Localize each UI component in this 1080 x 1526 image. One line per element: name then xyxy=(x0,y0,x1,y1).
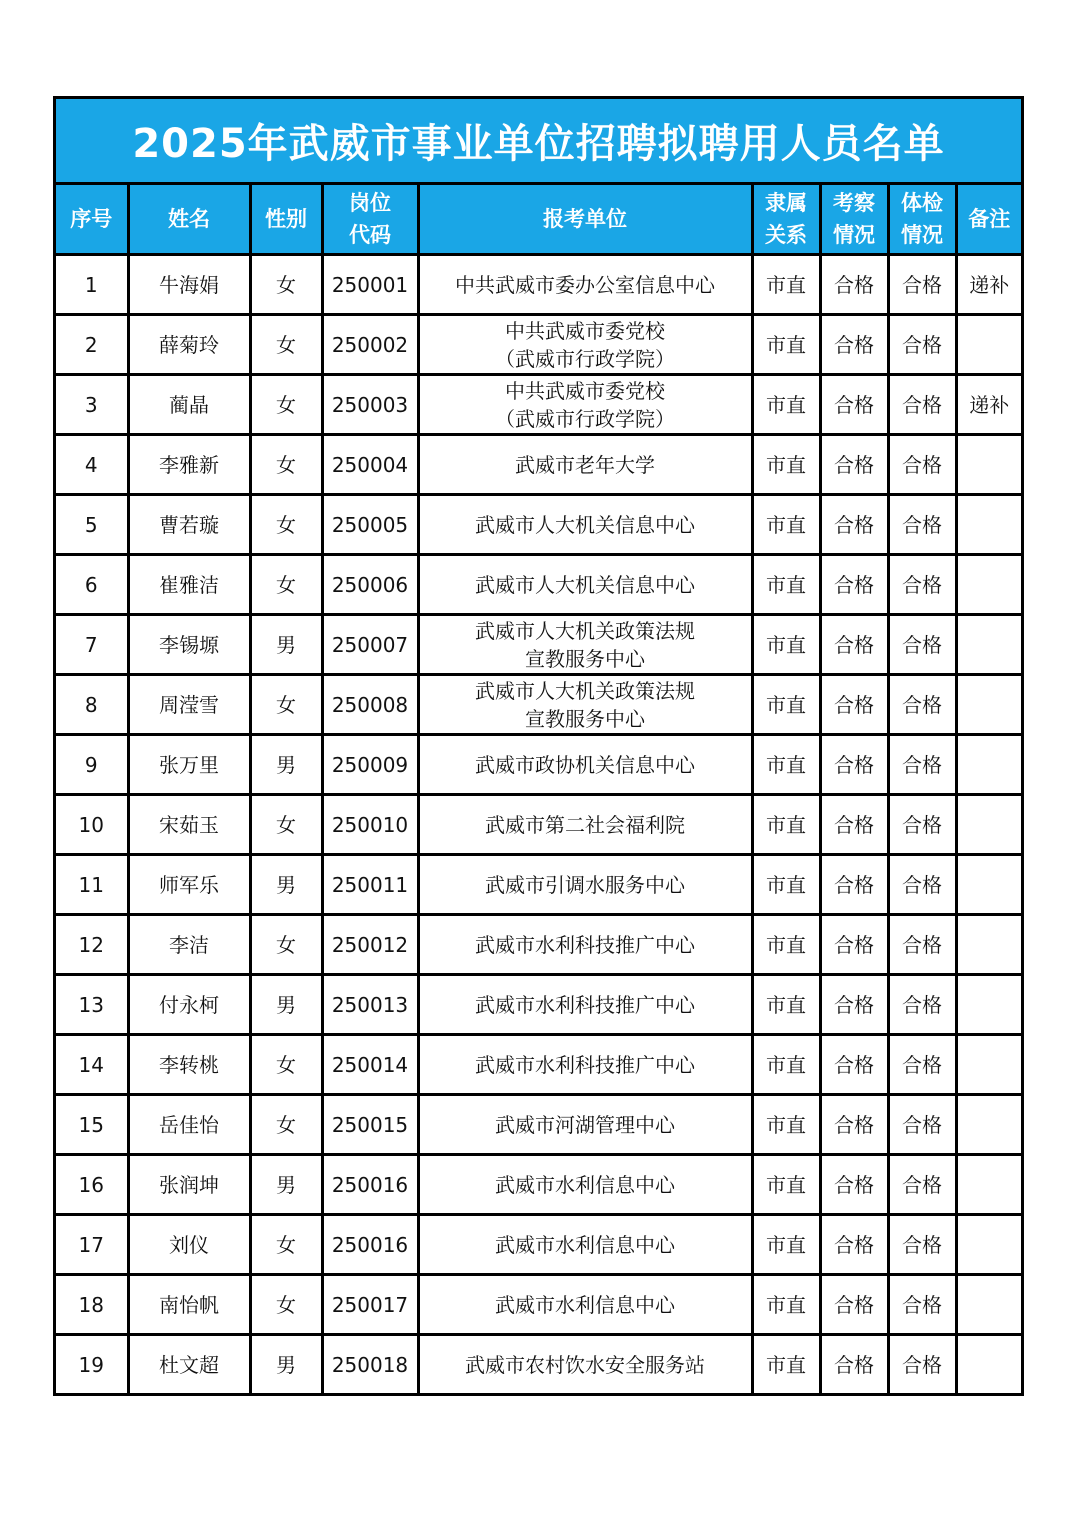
table-row xyxy=(56,555,1021,615)
cell-gender: 女 xyxy=(250,435,322,495)
cell-name: 李洁 xyxy=(128,915,250,975)
cell-affiliation: 市直 xyxy=(752,375,820,435)
cell-affiliation: 市直 xyxy=(752,1335,820,1394)
unit-line: 武威市水利科技推广中心 xyxy=(475,992,695,1017)
cell-name: 李转桃 xyxy=(128,1035,250,1095)
cell-remark xyxy=(956,1275,1021,1335)
table-row xyxy=(56,915,1021,975)
cell-unit xyxy=(418,255,752,315)
unit-line: 武威市政协机关信息中心 xyxy=(475,752,695,777)
cell-code: 250003 xyxy=(322,375,418,435)
cell-inspection: 合格 xyxy=(820,375,888,435)
cell-affiliation: 市直 xyxy=(752,1035,820,1095)
header-inspection-line-1: 考察 xyxy=(833,191,875,215)
unit-line: 武威市水利科技推广中心 xyxy=(475,1052,695,1077)
header-exam-line-2: 情况 xyxy=(901,223,943,247)
cell-unit xyxy=(418,1095,752,1155)
cell-name: 张润坤 xyxy=(128,1155,250,1215)
cell-remark xyxy=(956,555,1021,615)
cell-exam: 合格 xyxy=(888,735,956,795)
cell-exam: 合格 xyxy=(888,615,956,675)
unit-line: 武威市人大机关政策法规 xyxy=(475,678,695,703)
cell-inspection: 合格 xyxy=(820,1035,888,1095)
cell-inspection: 合格 xyxy=(820,735,888,795)
cell-gender: 女 xyxy=(250,375,322,435)
cell-name: 李雅新 xyxy=(128,435,250,495)
cell-no: 5 xyxy=(56,495,128,555)
cell-unit xyxy=(418,1035,752,1095)
cell-inspection: 合格 xyxy=(820,795,888,855)
cell-affiliation: 市直 xyxy=(752,795,820,855)
cell-no: 11 xyxy=(56,855,128,915)
unit-line: 武威市水利科技推广中心 xyxy=(475,932,695,957)
cell-affiliation: 市直 xyxy=(752,735,820,795)
cell-no: 15 xyxy=(56,1095,128,1155)
cell-affiliation: 市直 xyxy=(752,915,820,975)
table-row xyxy=(56,1095,1021,1155)
roster-body xyxy=(56,255,1021,1394)
cell-name: 崔雅洁 xyxy=(128,555,250,615)
table-row xyxy=(56,735,1021,795)
table-header-row xyxy=(56,185,1021,255)
unit-line: （武威市行政学院） xyxy=(495,406,675,431)
cell-gender: 男 xyxy=(250,615,322,675)
cell-unit xyxy=(418,1275,752,1335)
cell-name: 薛菊玲 xyxy=(128,315,250,375)
cell-unit xyxy=(418,555,752,615)
cell-unit xyxy=(418,1215,752,1275)
cell-gender: 男 xyxy=(250,1335,322,1394)
cell-unit xyxy=(418,495,752,555)
cell-unit xyxy=(418,855,752,915)
cell-no: 2 xyxy=(56,315,128,375)
cell-affiliation: 市直 xyxy=(752,1155,820,1215)
cell-no: 9 xyxy=(56,735,128,795)
cell-gender: 女 xyxy=(250,315,322,375)
table-row xyxy=(56,1215,1021,1275)
cell-code: 250011 xyxy=(322,855,418,915)
cell-no: 19 xyxy=(56,1335,128,1394)
unit-line: 武威市引调水服务中心 xyxy=(485,872,685,897)
cell-exam: 合格 xyxy=(888,855,956,915)
cell-affiliation: 市直 xyxy=(752,495,820,555)
cell-gender: 女 xyxy=(250,1035,322,1095)
cell-remark xyxy=(956,975,1021,1035)
cell-name: 周滢雪 xyxy=(128,675,250,735)
header-remark: 备注 xyxy=(956,185,1021,255)
cell-no: 4 xyxy=(56,435,128,495)
table-row xyxy=(56,1275,1021,1335)
cell-inspection: 合格 xyxy=(820,495,888,555)
cell-exam: 合格 xyxy=(888,1335,956,1394)
unit-line: 武威市水利信息中心 xyxy=(495,1292,675,1317)
cell-inspection: 合格 xyxy=(820,255,888,315)
cell-affiliation: 市直 xyxy=(752,855,820,915)
cell-code: 250008 xyxy=(322,675,418,735)
cell-remark xyxy=(956,735,1021,795)
roster-sheet xyxy=(53,96,1024,1396)
table-row xyxy=(56,975,1021,1035)
cell-exam: 合格 xyxy=(888,435,956,495)
cell-unit xyxy=(418,915,752,975)
cell-remark xyxy=(956,1095,1021,1155)
unit-line: 武威市人大机关信息中心 xyxy=(475,572,695,597)
header-inspection-line-2: 情况 xyxy=(833,223,875,247)
cell-inspection: 合格 xyxy=(820,1215,888,1275)
cell-code: 250006 xyxy=(322,555,418,615)
cell-name: 张万里 xyxy=(128,735,250,795)
table-row xyxy=(56,615,1021,675)
cell-unit xyxy=(418,1335,752,1394)
cell-inspection: 合格 xyxy=(820,855,888,915)
cell-name: 曹若璇 xyxy=(128,495,250,555)
cell-unit xyxy=(418,975,752,1035)
cell-name: 岳佳怡 xyxy=(128,1095,250,1155)
header-unit: 报考单位 xyxy=(418,185,752,255)
header-code xyxy=(322,185,418,255)
cell-gender: 男 xyxy=(250,1155,322,1215)
cell-inspection: 合格 xyxy=(820,615,888,675)
cell-inspection: 合格 xyxy=(820,435,888,495)
cell-affiliation: 市直 xyxy=(752,255,820,315)
cell-affiliation: 市直 xyxy=(752,1095,820,1155)
cell-remark: 递补 xyxy=(956,255,1021,315)
cell-gender: 女 xyxy=(250,795,322,855)
cell-exam: 合格 xyxy=(888,1215,956,1275)
cell-name: 蔺晶 xyxy=(128,375,250,435)
cell-exam: 合格 xyxy=(888,915,956,975)
cell-gender: 女 xyxy=(250,1095,322,1155)
table-row xyxy=(56,855,1021,915)
unit-line: 武威市水利信息中心 xyxy=(495,1172,675,1197)
cell-inspection: 合格 xyxy=(820,555,888,615)
unit-line: 武威市人大机关政策法规 xyxy=(475,618,695,643)
cell-gender: 女 xyxy=(250,1215,322,1275)
cell-remark xyxy=(956,315,1021,375)
cell-exam: 合格 xyxy=(888,555,956,615)
cell-remark xyxy=(956,1335,1021,1394)
cell-code: 250010 xyxy=(322,795,418,855)
cell-no: 16 xyxy=(56,1155,128,1215)
cell-no: 17 xyxy=(56,1215,128,1275)
cell-code: 250004 xyxy=(322,435,418,495)
cell-affiliation: 市直 xyxy=(752,615,820,675)
cell-remark: 递补 xyxy=(956,375,1021,435)
header-code-line-1: 岗位 xyxy=(349,191,391,215)
unit-line: 武威市农村饮水安全服务站 xyxy=(465,1352,705,1377)
cell-no: 1 xyxy=(56,255,128,315)
cell-code: 250005 xyxy=(322,495,418,555)
cell-gender: 男 xyxy=(250,975,322,1035)
unit-line: 宣教服务中心 xyxy=(525,646,645,671)
cell-inspection: 合格 xyxy=(820,975,888,1035)
cell-remark xyxy=(956,495,1021,555)
cell-no: 8 xyxy=(56,675,128,735)
cell-inspection: 合格 xyxy=(820,1335,888,1394)
cell-gender: 女 xyxy=(250,675,322,735)
cell-gender: 女 xyxy=(250,555,322,615)
cell-gender: 女 xyxy=(250,915,322,975)
cell-exam: 合格 xyxy=(888,1095,956,1155)
cell-no: 3 xyxy=(56,375,128,435)
cell-no: 18 xyxy=(56,1275,128,1335)
cell-remark xyxy=(956,1035,1021,1095)
unit-line: 武威市老年大学 xyxy=(515,452,655,477)
cell-exam: 合格 xyxy=(888,375,956,435)
cell-name: 师军乐 xyxy=(128,855,250,915)
cell-name: 南怡帆 xyxy=(128,1275,250,1335)
unit-line: （武威市行政学院） xyxy=(495,346,675,371)
table-row xyxy=(56,1155,1021,1215)
cell-exam: 合格 xyxy=(888,1275,956,1335)
cell-unit xyxy=(418,675,752,735)
cell-name: 宋茹玉 xyxy=(128,795,250,855)
cell-unit xyxy=(418,1155,752,1215)
unit-line: 中共武威市委党校 xyxy=(505,378,665,403)
cell-code: 250001 xyxy=(322,255,418,315)
cell-code: 250018 xyxy=(322,1335,418,1394)
header-affiliation-line-1: 隶属 xyxy=(765,191,807,215)
cell-remark xyxy=(956,795,1021,855)
cell-affiliation: 市直 xyxy=(752,1275,820,1335)
cell-no: 14 xyxy=(56,1035,128,1095)
cell-remark xyxy=(956,675,1021,735)
cell-remark xyxy=(956,615,1021,675)
cell-gender: 女 xyxy=(250,255,322,315)
cell-exam: 合格 xyxy=(888,975,956,1035)
cell-remark xyxy=(956,915,1021,975)
cell-name: 付永柯 xyxy=(128,975,250,1035)
cell-remark xyxy=(956,855,1021,915)
cell-unit xyxy=(418,735,752,795)
cell-gender: 男 xyxy=(250,855,322,915)
cell-exam: 合格 xyxy=(888,795,956,855)
table-row xyxy=(56,375,1021,435)
unit-line: 中共武威市委党校 xyxy=(505,318,665,343)
cell-affiliation: 市直 xyxy=(752,435,820,495)
cell-gender: 男 xyxy=(250,735,322,795)
cell-code: 250015 xyxy=(322,1095,418,1155)
cell-code: 250009 xyxy=(322,735,418,795)
cell-remark xyxy=(956,1215,1021,1275)
cell-inspection: 合格 xyxy=(820,1155,888,1215)
cell-gender: 女 xyxy=(250,495,322,555)
cell-code: 250016 xyxy=(322,1215,418,1275)
cell-exam: 合格 xyxy=(888,255,956,315)
unit-line: 武威市水利信息中心 xyxy=(495,1232,675,1257)
cell-inspection: 合格 xyxy=(820,1275,888,1335)
cell-remark xyxy=(956,1155,1021,1215)
header-code-line-2: 代码 xyxy=(349,223,391,247)
table-row xyxy=(56,255,1021,315)
table-row xyxy=(56,315,1021,375)
cell-exam: 合格 xyxy=(888,1035,956,1095)
table-row xyxy=(56,495,1021,555)
cell-code: 250014 xyxy=(322,1035,418,1095)
cell-exam: 合格 xyxy=(888,1155,956,1215)
cell-name: 牛海娟 xyxy=(128,255,250,315)
cell-code: 250016 xyxy=(322,1155,418,1215)
cell-no: 6 xyxy=(56,555,128,615)
header-exam xyxy=(888,185,956,255)
header-no: 序号 xyxy=(56,185,128,255)
header-name: 姓名 xyxy=(128,185,250,255)
cell-code: 250002 xyxy=(322,315,418,375)
cell-unit xyxy=(418,615,752,675)
unit-line: 武威市人大机关信息中心 xyxy=(475,512,695,537)
document-title: 2025年武威市事业单位招聘拟聘用人员名单 xyxy=(56,99,1021,185)
cell-no: 10 xyxy=(56,795,128,855)
table-row xyxy=(56,1335,1021,1394)
unit-line: 武威市第二社会福利院 xyxy=(485,812,685,837)
cell-unit xyxy=(418,375,752,435)
cell-name: 杜文超 xyxy=(128,1335,250,1394)
cell-no: 7 xyxy=(56,615,128,675)
cell-code: 250012 xyxy=(322,915,418,975)
roster-table xyxy=(56,185,1021,1393)
cell-name: 刘仪 xyxy=(128,1215,250,1275)
header-inspection xyxy=(820,185,888,255)
table-row xyxy=(56,435,1021,495)
cell-inspection: 合格 xyxy=(820,315,888,375)
cell-gender: 女 xyxy=(250,1275,322,1335)
table-row xyxy=(56,795,1021,855)
cell-no: 13 xyxy=(56,975,128,1035)
cell-exam: 合格 xyxy=(888,675,956,735)
table-row xyxy=(56,675,1021,735)
cell-affiliation: 市直 xyxy=(752,1215,820,1275)
cell-exam: 合格 xyxy=(888,495,956,555)
table-row xyxy=(56,1035,1021,1095)
header-affiliation-line-2: 关系 xyxy=(765,223,807,247)
header-affiliation xyxy=(752,185,820,255)
unit-line: 武威市河湖管理中心 xyxy=(495,1112,675,1137)
cell-code: 250007 xyxy=(322,615,418,675)
cell-name: 李锡塬 xyxy=(128,615,250,675)
cell-unit xyxy=(418,435,752,495)
cell-affiliation: 市直 xyxy=(752,555,820,615)
cell-inspection: 合格 xyxy=(820,1095,888,1155)
cell-inspection: 合格 xyxy=(820,675,888,735)
cell-inspection: 合格 xyxy=(820,915,888,975)
cell-affiliation: 市直 xyxy=(752,675,820,735)
cell-unit xyxy=(418,795,752,855)
unit-line: 宣教服务中心 xyxy=(525,706,645,731)
header-gender: 性别 xyxy=(250,185,322,255)
cell-unit xyxy=(418,315,752,375)
cell-remark xyxy=(956,435,1021,495)
cell-no: 12 xyxy=(56,915,128,975)
cell-affiliation: 市直 xyxy=(752,315,820,375)
unit-line: 中共武威市委办公室信息中心 xyxy=(455,272,715,297)
header-exam-line-1: 体检 xyxy=(901,191,943,215)
cell-code: 250013 xyxy=(322,975,418,1035)
cell-affiliation: 市直 xyxy=(752,975,820,1035)
cell-code: 250017 xyxy=(322,1275,418,1335)
cell-exam: 合格 xyxy=(888,315,956,375)
